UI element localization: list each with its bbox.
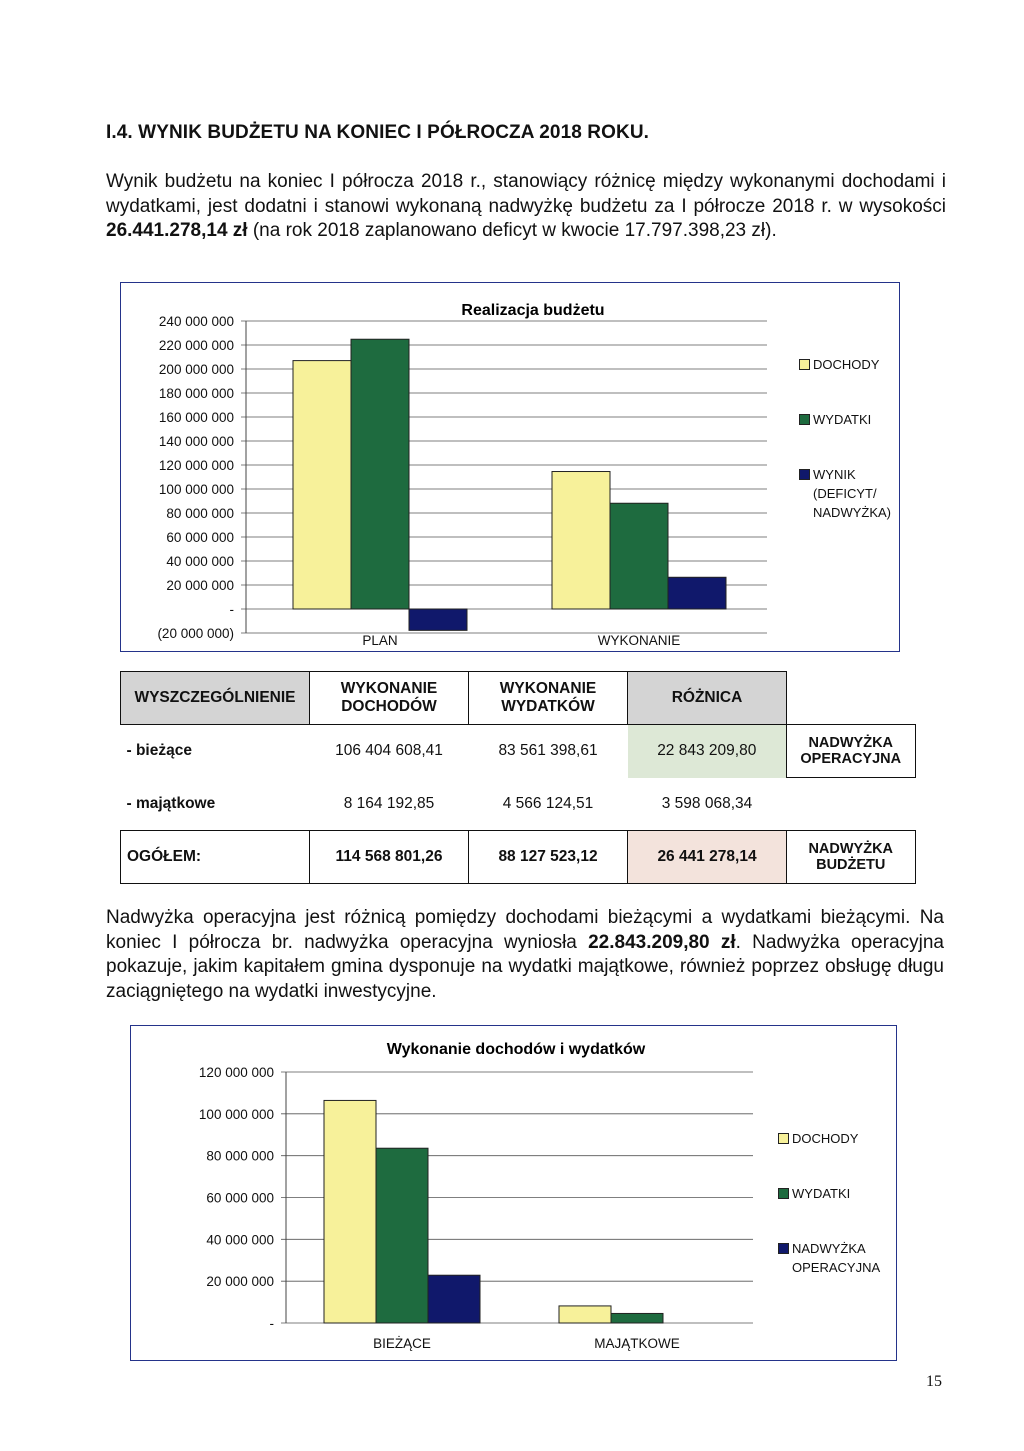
y-tick-label: 160 000 000 — [158, 410, 234, 425]
row-note: NADWYŻKA OPERACYJNA — [787, 725, 916, 778]
legend-label: NADWYŻKA OPERACYJNA — [792, 1241, 881, 1275]
y-tick-label: - — [269, 1316, 274, 1331]
para2-text-end: . Nadwyżka operacyjna pokazuje, jakim kapitałem gmina dysponuje na wydatki majątkowe, również poprzez obsługę długu zaciągniętego na wydatki inwestycyjne. — [106, 931, 944, 1002]
bar-dochody — [552, 472, 610, 609]
header-wyszczegolnienie: WYSZCZEGÓLNIENIE — [121, 672, 310, 725]
bar-wydatki — [611, 1313, 663, 1323]
bar-dochody — [559, 1306, 611, 1323]
category-label: BIEŻĄCE — [373, 1336, 431, 1351]
legend-item — [799, 465, 899, 522]
page-number: 15 — [926, 1373, 942, 1390]
legend-swatch — [778, 1243, 789, 1254]
table-row — [121, 831, 916, 884]
row-note: NADWYŻKA BUDŻETU — [787, 831, 916, 884]
y-tick-label: - — [229, 602, 234, 617]
y-tick-label: 180 000 000 — [158, 386, 234, 401]
header-wykonanie-dochodow: WYKONANIE DOCHODÓW — [310, 672, 469, 725]
legend-label: DOCHODY — [792, 1131, 859, 1146]
bar-wydatki — [351, 339, 409, 609]
intro-text: Wynik budżetu na koniec I półrocza 2018 r., stanowiący różnicę między wykonanymi dochodami i wydatkami, jest dodatni i stanowi wykonaną nadwyżkę budżetu za I półrocze 2018 r. w wysokości — [106, 171, 946, 217]
table-row — [121, 778, 916, 831]
chart-realizacja-legend — [799, 355, 899, 558]
budget-table — [120, 671, 916, 884]
header-spacer — [787, 672, 916, 725]
y-tick-label: 40 000 000 — [206, 1232, 274, 1248]
intro-text-end: (na rok 2018 zaplanowano deficyt w kwocie 17.797.398,23 zł). — [247, 220, 777, 241]
row-income: 106 404 608,41 — [335, 742, 443, 760]
chart-realizacja-budzetu-plot — [121, 283, 899, 651]
row-label: OGÓŁEM: — [121, 831, 310, 884]
section-heading: I.4. WYNIK BUDŻETU NA KONIEC I PÓŁROCZA 2018 ROKU. — [106, 122, 650, 143]
row-label: - majątkowe — [126, 794, 216, 812]
legend-item — [799, 355, 899, 374]
y-tick-label: 120 000 000 — [158, 458, 234, 473]
para2-text: Nadwyżka operacyjna jest różnicą pomiędzy dochodami bieżącymi a wydatkami bieżącymi. Na koniec I półrocza br. nadwyżka operacyjna wyniosła — [106, 907, 944, 953]
bar-nadwyżka — [428, 1275, 480, 1323]
chart-realizacja-budzetu — [120, 282, 900, 652]
bar-wydatki — [610, 503, 668, 609]
bar-wynik — [409, 609, 467, 630]
y-tick-label: (20 000 000) — [157, 626, 234, 641]
y-tick-label: 20 000 000 — [166, 578, 234, 593]
chart-title: Realizacja budżetu — [461, 302, 605, 319]
legend-item — [799, 410, 899, 429]
row-expense: 88 127 523,12 — [469, 831, 628, 884]
header-roznica: RÓŻNICA — [628, 672, 787, 725]
row-income: 8 164 192,85 — [343, 794, 435, 812]
legend-swatch — [778, 1188, 789, 1199]
y-tick-label: 100 000 000 — [158, 482, 234, 497]
bar-wydatki — [376, 1148, 428, 1323]
bar-dochody — [324, 1100, 376, 1323]
y-tick-label: 80 000 000 — [206, 1148, 274, 1164]
legend-label: WYDATKI — [813, 412, 872, 427]
intro-paragraph — [106, 170, 946, 244]
row-expense: 4 566 124,51 — [502, 794, 594, 812]
y-tick-label: 40 000 000 — [166, 554, 234, 569]
y-tick-label: 120 000 000 — [198, 1065, 274, 1080]
y-tick-label: 60 000 000 — [206, 1190, 274, 1206]
row-diff: 26 441 278,14 — [628, 831, 787, 884]
legend-label: WYDATKI — [792, 1186, 851, 1201]
category-label: PLAN — [362, 633, 398, 648]
legend-swatch — [778, 1133, 789, 1144]
row-label: - bieżące — [126, 742, 192, 760]
intro-amount: 26.441.278,14 zł — [106, 220, 248, 241]
row-note — [787, 778, 916, 831]
y-tick-label: 200 000 000 — [158, 362, 234, 377]
y-tick-label: 80 000 000 — [166, 506, 234, 521]
chart-wykonanie-dochodow-wydatkow — [130, 1025, 897, 1361]
bar-dochody — [293, 361, 351, 609]
y-tick-label: 140 000 000 — [158, 434, 234, 449]
row-expense: 83 561 398,61 — [498, 742, 598, 760]
y-tick-label: 100 000 000 — [198, 1106, 274, 1122]
legend-label: DOCHODY — [813, 357, 880, 372]
category-label: WYKONANIE — [597, 633, 681, 648]
y-tick-label: 60 000 000 — [166, 530, 234, 545]
category-label: MAJĄTKOWE — [594, 1336, 680, 1351]
table-header-row — [121, 672, 916, 725]
chart-title: Wykonanie dochodów i wydatków — [386, 1041, 646, 1058]
para2-amount: 22.843.209,80 zł — [588, 931, 736, 953]
header-wykonanie-wydatkow: WYKONANIE WYDATKÓW — [469, 672, 628, 725]
legend-swatch — [799, 414, 810, 425]
y-tick-label: 220 000 000 — [158, 338, 234, 353]
operating-surplus-paragraph — [106, 906, 944, 1004]
legend-item — [778, 1129, 893, 1148]
legend-swatch — [799, 469, 810, 480]
row-diff: 3 598 068,34 — [661, 794, 753, 812]
table-row — [121, 725, 916, 778]
y-tick-label: 20 000 000 — [206, 1274, 274, 1290]
y-tick-label: 240 000 000 — [158, 314, 234, 329]
chart-wykonanie-legend — [778, 1129, 893, 1313]
row-diff: 22 843 209,80 — [628, 725, 787, 778]
legend-swatch — [799, 359, 810, 370]
legend-item — [778, 1239, 893, 1277]
legend-label: WYNIK (DEFICYT/ NADWYŻKA) — [813, 467, 891, 520]
legend-item — [778, 1184, 893, 1203]
row-income: 114 568 801,26 — [310, 831, 469, 884]
bar-wynik — [668, 577, 726, 609]
